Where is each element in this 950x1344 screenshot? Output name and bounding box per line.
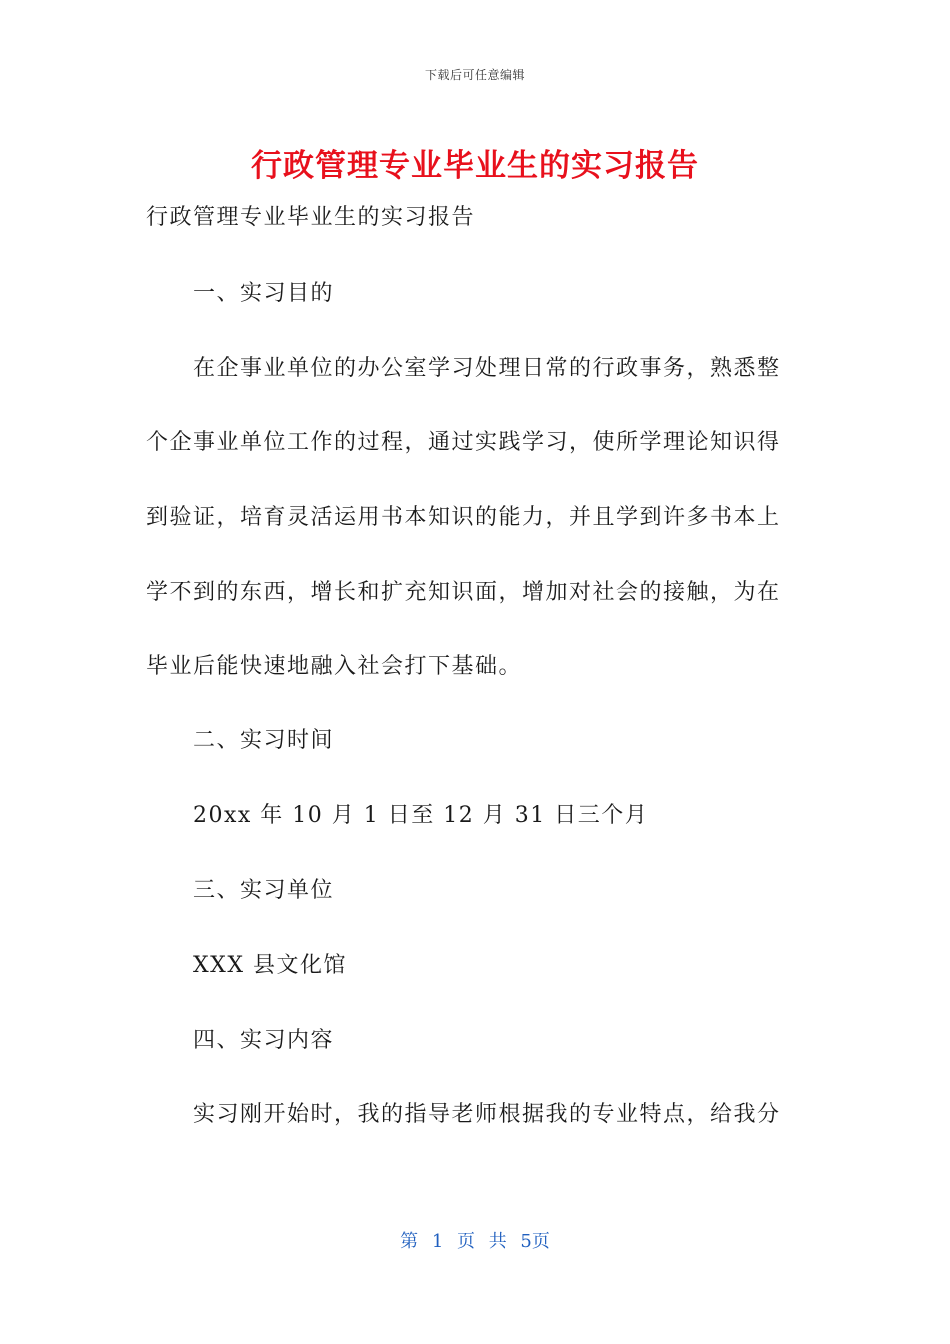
section-heading-time: 二、实习时间 [193, 728, 335, 753]
document-title: 行政管理专业毕业生的实习报告 [251, 148, 699, 184]
paragraph-purpose-line-5: 毕业后能快速地融入社会打下基础。 [146, 654, 523, 679]
paragraph-purpose-line-4: 学不到的东西，增长和扩充知识面，增加对社会的接触，为在 [146, 580, 781, 605]
paragraph-purpose-line-1: 在企事业单位的办公室学习处理日常的行政事务，熟悉整 [193, 356, 781, 381]
paragraph-content-line-1: 实习刚开始时，我的指导老师根据我的专业特点，给我分 [193, 1102, 781, 1127]
paragraph-unit: XXX 县文化馆 [193, 953, 347, 978]
page-footer: 第 1 页 共 5页 [400, 1231, 550, 1252]
paragraph-purpose-line-2: 个企事业单位工作的过程，通过实践学习，使所学理论知识得 [146, 430, 781, 455]
section-heading-unit: 三、实习单位 [193, 878, 335, 903]
paragraph-time: 20xx 年 10 月 1 日至 12 月 31 日三个月 [193, 803, 649, 828]
paragraph-purpose-line-3: 到验证，培育灵活运用书本知识的能力，并且学到许多书本上 [146, 505, 781, 530]
section-heading-content: 四、实习内容 [193, 1028, 335, 1053]
header-note: 下载后可任意编辑 [424, 68, 525, 82]
subtitle-line: 行政管理专业毕业生的实习报告 [146, 205, 476, 230]
section-heading-purpose: 一、实习目的 [193, 281, 335, 306]
